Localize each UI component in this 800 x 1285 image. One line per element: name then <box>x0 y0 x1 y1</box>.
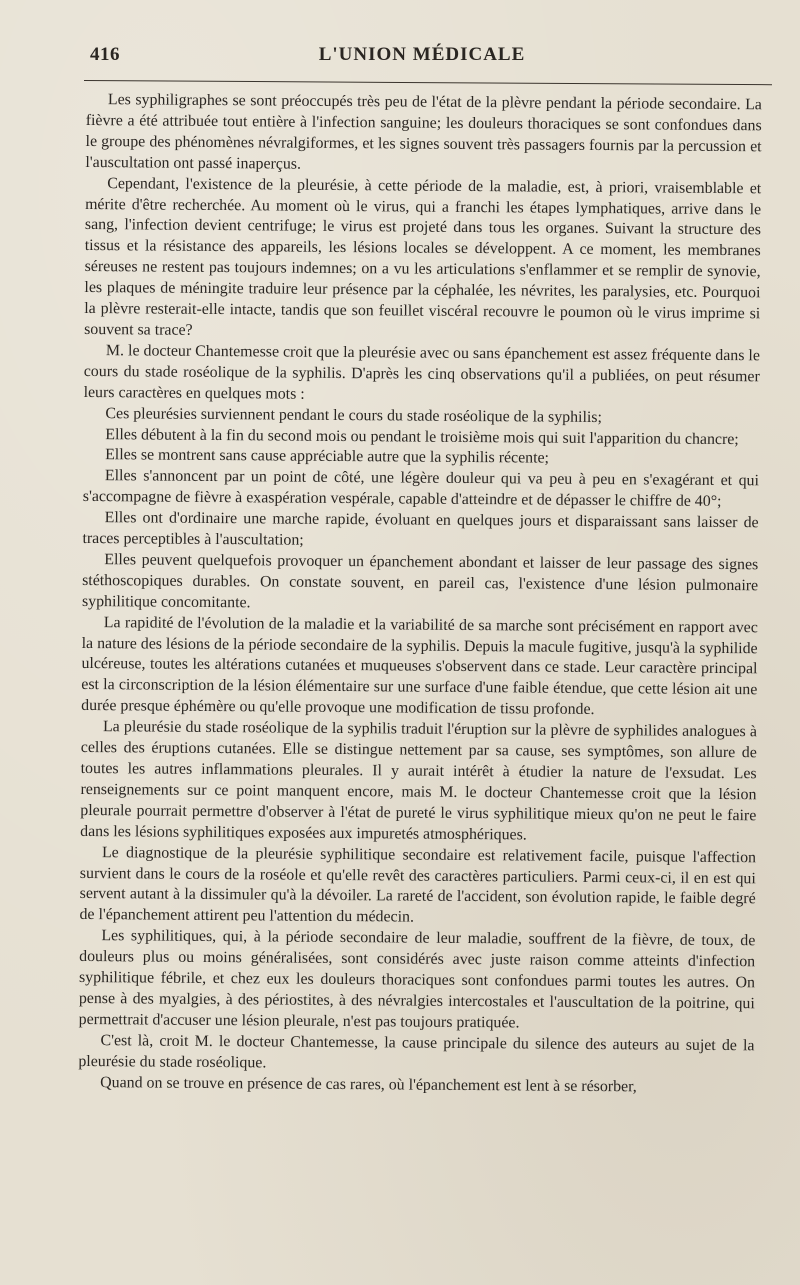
paragraph: C'est là, croit M. le docteur Chantemesse, la cause principale du silence des auteurs au sujet de la pleurésie du stade roséolique. <box>78 1031 755 1072</box>
header-rule <box>84 80 772 85</box>
paragraph: Elles peuvent quelquefois provoquer un épanchement abondant et laisser de leur passage des signes stéthoscopiques durables. On constate souvent, en pareil cas, l'existence d'une lésion pulmonaire syphilitique concomitante. <box>81 551 759 612</box>
paragraph: Elles s'annoncent par un point de côté, une légère douleur qui va peu à peu en s'exagérant et qui s'accompagne de fièvre à exaspération vespérale, capable d'atteindre et de dépasser le chiffre de 40°; <box>82 467 760 511</box>
paragraph: Elles débutent à la fin du second mois ou pendant le troisième mois qui suit l'apparition du chancre; <box>105 425 739 448</box>
page-number: 416 <box>90 44 120 65</box>
article-body <box>78 90 762 1099</box>
paragraph: Les syphilitiques, qui, à la période secondaire de leur maladie, souffrent de la fièvre, de toux, de douleurs plus ou moins généralisées, sont considérés avec juste raison comme atteints d'infection syphilitique fébrile, et chez eux les douleurs thoraciques sont confondues parmi toutes les autres. On pense à des myalgies, à des périostites, à des névralgies intercostales et l'auscultation de la poitrine, qui permettrait d'accuser une lésion pleurale, n'est pas toujours pratiquée. <box>78 927 756 1032</box>
paragraph: Cependant, l'existence de la pleurésie, à cette période de la maladie, est, à priori, vraisemblable et mérite d'être recherchée. Au moment où le virus, qui a franchi les étapes lymphatiques, arrive dans le sang, l'infection devient centrifuge; le virus est projeté dans tous les organes. Suivant la structure des tissus et la résistance des appareils, les lésions locales se développent. A ce moment, les membranes séreuses ne restent pas toujours indemnes; on a vu les articulations s'enflammer et se remplir de synovie, les plaques de méningite traduire leur présence par la céphalée, les névrites, les paralysies, etc. Pourquoi la plèvre resterait-elle intacte, tandis que son feuillet viscéral recouvre le poumon où le virus imprime si souvent sa trace? <box>84 174 762 339</box>
page-header <box>84 44 760 74</box>
paragraph: Elles ont d'ordinaire une marche rapide, évoluant en quelques jours et disparaissant sans laisser de traces perceptibles à l'auscultation; <box>82 509 759 549</box>
paragraph: La pleurésie du stade roséolique de la syphilis traduit l'éruption sur la plèvre de syphilides analogues à celles des éruptions cutanées. Elle se distingue nettement par sa cause, ses symptômes, son allure de toutes les autres inflammations pleurales. Il y aurait intérêt à étudier la nature de l'exsudat. Les renseignements sur ce point manquent encore, mais M. le docteur Chantemesse croit que la lésion pleurale pourrait permettre d'observer à l'état de pureté le virus syphilitique mieux qu'on ne peut le faire dans les lésions syphilitiques exposées aux impuretés atmosphériques. <box>80 718 758 844</box>
paragraph: Elles se montrent sans cause appréciable autre que la syphilis récente; <box>105 446 550 468</box>
paragraph: Ces pleurésies surviennent pendant le cours du stade roséolique de la syphilis; <box>105 404 602 426</box>
paragraph: La rapidité de l'évolution de la maladie et la variabilité de sa marche sont précisément en rapport avec la nature des lésions de la période secondaire de la syphilis. Depuis la macule fugitive, jusqu'à la syphilide ulcéreuse, toutes les altérations cutanées et muqueuses s'observent dans ce stade. Leur caractère principal est la circonscription de la lésion élémentaire sur une surface d'une faible étendue, que cette lésion ait une durée presque éphémère ou qu'elle provoque une modification de tissu profonde. <box>81 613 758 719</box>
paragraph: Le diagnostique de la pleurésie syphilitique secondaire est relativement facile, puisque l'affection survient dans le cours de la roséole et qu'elle revêt des caractères particuliers. Parmi ceux-ci, il en est qui servent autant à la dissimuler qu'à la dévoiler. La rareté de l'accident, son évolution rapide, le faible degré de l'épanchement attirent peu l'attention du médecin. <box>79 843 757 926</box>
paragraph: Quand on se trouve en présence de cas rares, où l'épanchement est lent à se résorber, <box>100 1073 637 1095</box>
paragraph: Les syphiligraphes se sont préoccupés très peu de l'état de la plèvre pendant la période secondaire. La fièvre a été attribuée tout entière à l'infection sanguine; les douleurs thoraciques se sont confondues dans le groupe des phénomènes névralgiformes, et les signes souvent très passagers fournis par la percussion et l'auscultation ont passé inaperçus. <box>85 91 762 173</box>
paragraph: M. le docteur Chantemesse croit que la pleurésie avec ou sans épanchement est assez fréquente dans le cours du stade roséolique de la syphilis. D'après les cinq observations qu'il a publiées, on peut résumer leurs caractères en quelques mots : <box>83 342 761 403</box>
running-title: L'UNION MÉDICALE <box>318 44 526 65</box>
